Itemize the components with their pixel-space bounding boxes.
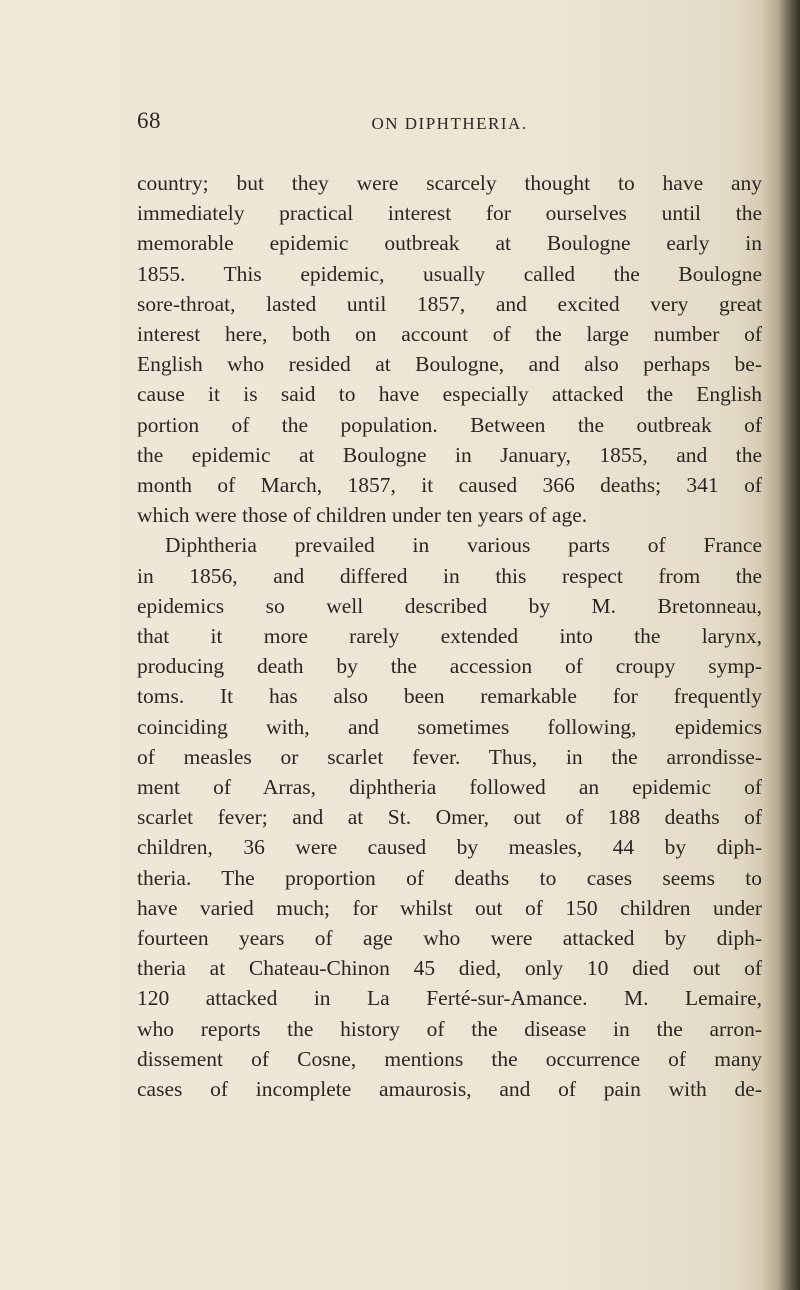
- text-line: scarlet fever; and at St. Omer, out of 188 deaths of: [137, 805, 762, 830]
- text-line: English who resided at Boulogne, and also perhaps be-: [137, 352, 762, 377]
- text-line: epidemics so well described by M. Bretonneau,: [137, 593, 762, 618]
- text-line: sore-throat, lasted until 1857, and excited very great: [137, 291, 762, 316]
- text-line: that it more rarely extended into the larynx,: [137, 624, 762, 649]
- text-line: the epidemic at Boulogne in January, 1855, and the: [137, 442, 762, 467]
- text-line: in 1856, and differed in this respect from the: [137, 563, 762, 588]
- text-line: memorable epidemic outbreak at Boulogne early in: [137, 231, 762, 256]
- text-line: portion of the population. Between the outbreak of: [137, 412, 762, 437]
- page-header: [137, 108, 762, 142]
- text-line: producing death by the accession of croupy symp-: [137, 654, 762, 679]
- text-line: of measles or scarlet fever. Thus, in the arrondisse-: [137, 744, 762, 769]
- text-line: cases of incomplete amaurosis, and of pain with de-: [137, 1077, 762, 1102]
- text-line: theria. The proportion of deaths to cases seems to: [137, 865, 762, 890]
- text-line: country; but they were scarcely thought to have any: [137, 171, 762, 195]
- body-paragraph: [137, 168, 762, 1104]
- text-line: have varied much; for whilst out of 150 children under: [137, 895, 762, 920]
- text-line: dissement of Cosne, mentions the occurrence of many: [137, 1046, 762, 1071]
- text-line: cause it is said to have especially attacked the English: [137, 382, 762, 407]
- text-line: interest here, both on account of the large number of: [137, 322, 762, 347]
- text-line: fourteen years of age who were attacked by diph-: [137, 926, 762, 951]
- text-line: theria at Chateau-Chinon 45 died, only 10 died out of: [137, 956, 762, 981]
- text-line: coinciding with, and sometimes following, epidemics: [137, 714, 762, 739]
- text-line: who reports the history of the disease in the arron-: [137, 1016, 762, 1041]
- running-head: ON DIPHTHERIA.: [371, 114, 528, 133]
- page-edge-shadow: [762, 0, 800, 1290]
- text-line: children, 36 were caused by measles, 44 by diph-: [137, 835, 762, 860]
- text-line: Diphtheria prevailed in various parts of France: [165, 533, 762, 558]
- page-number: 68: [137, 108, 161, 133]
- text-line: ment of Arras, diphtheria followed an epidemic of: [137, 775, 762, 800]
- text-line: month of March, 1857, it caused 366 deaths; 341 of: [137, 473, 762, 498]
- text-line: immediately practical interest for ourselves until the: [137, 201, 762, 226]
- text-line: 1855. This epidemic, usually called the Boulogne: [137, 261, 762, 286]
- text-line: toms. It has also been remarkable for frequently: [137, 684, 762, 709]
- text-line: which were those of children under ten years of age.: [137, 503, 588, 528]
- text-line: 120 attacked in La Ferté-sur-Amance. M. Lemaire,: [137, 986, 762, 1011]
